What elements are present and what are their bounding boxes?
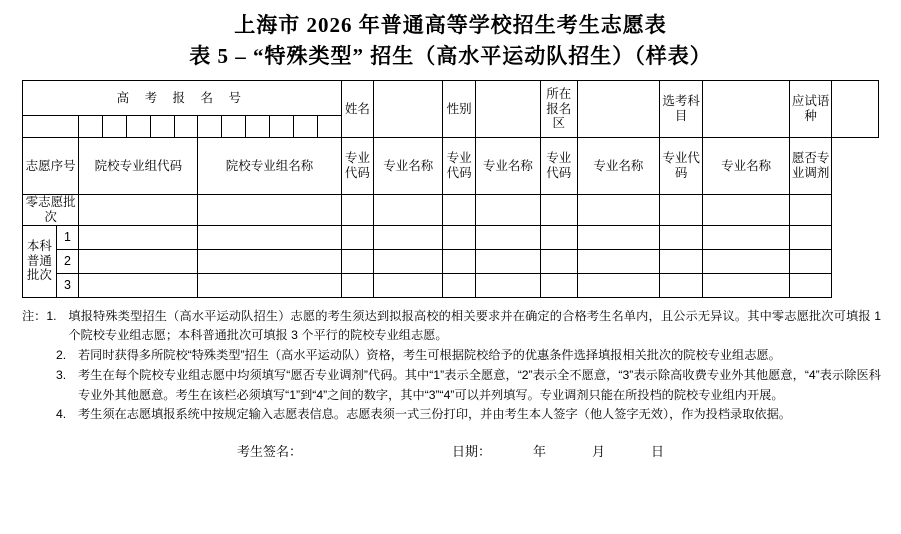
- cell-major-name-4-zero[interactable]: [703, 195, 790, 226]
- footer-signature-row: [0, 441, 901, 460]
- date-day-label: 日: [651, 444, 665, 460]
- cell-group-name-3[interactable]: [198, 273, 341, 297]
- column-header-major-name-4: 专业名称: [703, 138, 790, 195]
- cell-major-name-3-1[interactable]: [577, 225, 659, 249]
- elective-subject-label: [660, 81, 703, 138]
- cell-adjust-1[interactable]: [789, 225, 831, 249]
- cell-major-name-1-3[interactable]: [374, 273, 443, 297]
- foreign-language-value-box[interactable]: [832, 81, 879, 138]
- cell-major-code-1-2[interactable]: [341, 249, 373, 273]
- cell-major-code-2-zero[interactable]: [443, 195, 475, 226]
- cell-major-code-1-3[interactable]: [341, 273, 373, 297]
- form-column-header-row: [23, 138, 879, 195]
- row-index-3: 3: [64, 277, 71, 292]
- note-text-1: 填报特殊类型招生（高水平运动队招生）志愿的考生须达到拟报高校的相关要求并在确定的合格考生名单内，且公示无异议。其中零志愿批次可填报 1 个院校专业组志愿；本科普通批次可填报 3 个平行的院校专业组志愿。: [68, 308, 881, 343]
- cell-group-code-2[interactable]: [79, 249, 198, 273]
- cell-major-code-1-1[interactable]: [341, 225, 373, 249]
- gender-value-box[interactable]: [475, 81, 540, 138]
- table-row-undergrad-3: [23, 273, 879, 297]
- exam-number-digit-1[interactable]: [23, 116, 79, 138]
- cell-major-code-4-2[interactable]: [660, 249, 703, 273]
- note-text-3: 考生在每个院校专业组志愿中均须填写“愿否专业调剂”代码。其中“1”表示全愿意，“2”表示全不愿意，“3”表示除高收费专业外其他愿意，“4”表示除医科专业外其他愿意。考生在该栏必须填写“1”到“4”之间的数字，其中“3”“4”可以并列填写。专业调剂只能在所投档的院校专业组内开展。: [78, 367, 881, 402]
- cell-major-name-2-3[interactable]: [475, 273, 540, 297]
- form-wrapper: [22, 80, 879, 298]
- note-item-3: [22, 366, 881, 406]
- row-index-1: 1: [57, 226, 79, 250]
- note-item-2: [22, 346, 881, 366]
- exam-number-digit-3[interactable]: [103, 116, 127, 138]
- exam-number-digit-9[interactable]: [246, 116, 270, 138]
- district-label-text: 所在报名区: [546, 86, 572, 131]
- column-header-major-name-1: 专业名称: [374, 138, 443, 195]
- page-title-line2: 表 5 – “特殊类型” 招生（高水平运动队招生）（样表）: [189, 44, 712, 68]
- cell-major-name-2-2[interactable]: [475, 249, 540, 273]
- cell-major-code-3-zero[interactable]: [540, 195, 577, 226]
- column-header-major-code-2: 专业代码: [443, 138, 475, 195]
- cell-adjust-zero[interactable]: [789, 195, 831, 226]
- date-label: 日期：: [451, 444, 491, 460]
- row-label-undergrad-batch: [23, 225, 79, 297]
- table-row-zero-batch: [23, 195, 879, 226]
- cell-major-code-4-3[interactable]: [660, 273, 703, 297]
- column-header-major-name-2: 专业名称: [475, 138, 540, 195]
- cell-major-code-2-3[interactable]: [443, 273, 475, 297]
- cell-group-name-1[interactable]: [198, 225, 341, 249]
- cell-major-name-2-zero[interactable]: [475, 195, 540, 226]
- cell-major-code-4-1[interactable]: [660, 225, 703, 249]
- title-block: [0, 0, 901, 72]
- cell-group-code-zero[interactable]: [79, 195, 198, 226]
- signature-label: 考生签名：: [236, 444, 302, 460]
- exam-number-digit-5[interactable]: [150, 116, 174, 138]
- gender-label-text: 性别: [446, 101, 472, 116]
- cell-major-name-3-2[interactable]: [577, 249, 659, 273]
- district-value-box[interactable]: [577, 81, 659, 138]
- elective-subject-value-box[interactable]: [703, 81, 790, 138]
- cell-major-code-3-2[interactable]: [540, 249, 577, 273]
- cell-major-code-2-1[interactable]: [443, 225, 475, 249]
- notes-prefix: 注：: [22, 308, 47, 323]
- cell-major-name-3-3[interactable]: [577, 273, 659, 297]
- page-title-line1: 上海市 2026 年普通高等学校招生考生志愿表: [234, 13, 667, 37]
- exam-number-digit-8[interactable]: [222, 116, 246, 138]
- row-label-zero-batch: 零志愿批次: [23, 195, 79, 226]
- cell-major-name-4-3[interactable]: [703, 273, 790, 297]
- name-label: [341, 81, 373, 138]
- gender-label: [443, 81, 475, 138]
- volunteer-form-table: [22, 80, 879, 298]
- note-number-1: 1.: [46, 308, 57, 323]
- column-header-group-code: 院校专业组代码: [79, 138, 198, 195]
- form-header-row-1: [23, 81, 879, 116]
- cell-group-code-3[interactable]: [79, 273, 198, 297]
- table-row-undergrad-1: [23, 225, 879, 249]
- row-index-2: 2: [57, 250, 79, 274]
- note-text-4: 考生须在志愿填报系统中按规定输入志愿表信息。志愿表须一式三份打印，并由考生本人签字（他人签字无效），作为投档录取依据。: [78, 407, 791, 422]
- note-item-4: [22, 405, 881, 425]
- column-header-group-name: 院校专业组名称: [198, 138, 341, 195]
- cell-major-code-4-zero[interactable]: [660, 195, 703, 226]
- note-item-1: [22, 307, 881, 347]
- cell-major-code-3-1[interactable]: [540, 225, 577, 249]
- column-header-major-code-1: 专业代码: [341, 138, 373, 195]
- foreign-language-label-text: 应试语种: [791, 94, 830, 123]
- cell-adjust-3[interactable]: [789, 273, 831, 297]
- foreign-language-label: [789, 81, 831, 138]
- notes-section: [22, 307, 881, 426]
- cell-major-code-2-2[interactable]: [443, 249, 475, 273]
- column-header-major-code-4: 专业代码: [660, 138, 703, 195]
- note-number-2: 2.: [56, 348, 67, 363]
- date-year-label: 年: [532, 444, 546, 460]
- cell-group-code-1[interactable]: [79, 225, 198, 249]
- exam-number-digit-6[interactable]: [174, 116, 198, 138]
- note-number-3: 3.: [56, 367, 67, 382]
- column-header-adjust: 愿否专业调剂: [789, 138, 831, 195]
- table-row-undergrad-2: [23, 249, 879, 273]
- cell-major-name-2-1[interactable]: [475, 225, 540, 249]
- exam-number-label: 高 考 报 名 号: [23, 81, 342, 116]
- row-label-undergrad-text: 本科普通批次: [23, 226, 56, 297]
- district-label: [540, 81, 577, 138]
- cell-major-name-4-2[interactable]: [703, 249, 790, 273]
- cell-major-code-3-3[interactable]: [540, 273, 577, 297]
- column-header-major-code-3: 专业代码: [540, 138, 577, 195]
- cell-major-name-3-zero[interactable]: [577, 195, 659, 226]
- cell-major-name-1-1[interactable]: [374, 225, 443, 249]
- cell-major-name-4-1[interactable]: [703, 225, 790, 249]
- cell-major-code-1-zero[interactable]: [341, 195, 373, 226]
- cell-group-name-zero[interactable]: [198, 195, 341, 226]
- date-month-label: 月: [592, 444, 606, 460]
- exam-number-digit-12[interactable]: [317, 116, 341, 138]
- name-value-box[interactable]: [374, 81, 443, 138]
- exam-number-digit-4[interactable]: [126, 116, 150, 138]
- column-header-order: 志愿序号: [23, 138, 79, 195]
- name-label-text: 姓名: [344, 101, 370, 116]
- elective-subject-label-text: 选考科目: [662, 94, 700, 123]
- note-number-4: 4.: [56, 407, 67, 422]
- cell-major-name-1-zero[interactable]: [374, 195, 443, 226]
- cell-major-name-1-2[interactable]: [374, 249, 443, 273]
- exam-number-digit-2[interactable]: [79, 116, 103, 138]
- exam-number-digit-10[interactable]: [269, 116, 293, 138]
- cell-adjust-2[interactable]: [789, 249, 831, 273]
- exam-number-digit-7[interactable]: [198, 116, 222, 138]
- cell-group-name-2[interactable]: [198, 249, 341, 273]
- note-text-2: 若同时获得多所院校“特殊类型”招生（高水平运动队）资格，考生可根据院校给予的优惠条件选择填报相关批次的院校专业组志愿。: [78, 348, 781, 363]
- exam-number-digit-11[interactable]: [293, 116, 317, 138]
- column-header-major-name-3: 专业名称: [577, 138, 659, 195]
